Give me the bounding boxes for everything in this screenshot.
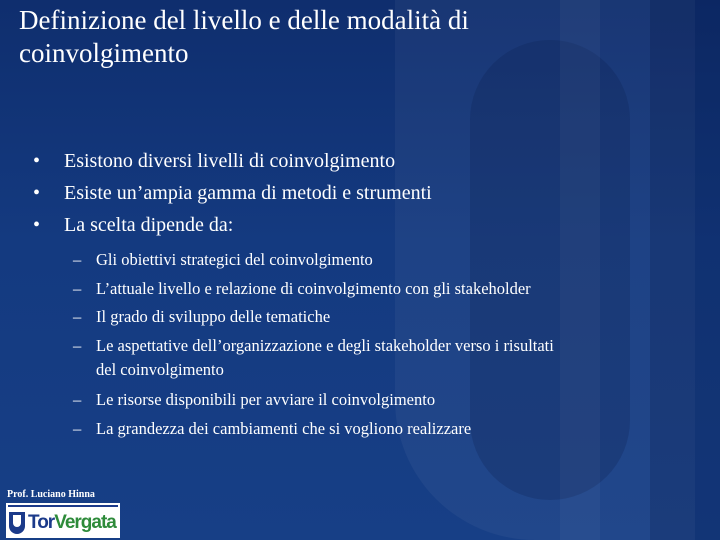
bullet-text: La scelta dipende da: (64, 214, 234, 236)
bullet-list (0, 145, 720, 241)
dash-marker: – (73, 336, 82, 355)
slide-title-line: coinvolgimento (19, 38, 189, 68)
sub-bullet-list (0, 248, 720, 445)
sub-bullet-item (0, 277, 666, 301)
bullet-marker: • (33, 150, 41, 172)
bullet-text: Esiste un’ampia gamma di metodi e strumenti (64, 182, 432, 204)
dash-marker: – (73, 279, 82, 298)
sub-bullet-text: L’attuale livello e relazione di coinvolgimento con gli stakeholder (96, 279, 531, 298)
logo-wordmark (28, 512, 116, 534)
sub-bullet-continuation: del coinvolgimento (96, 360, 224, 379)
sub-bullet-item (0, 388, 666, 412)
bullet-marker: • (33, 182, 41, 204)
university-logo (6, 503, 120, 538)
dash-marker: – (73, 250, 82, 269)
sub-bullet-item (0, 305, 666, 329)
bullet-item (0, 145, 720, 177)
bullet-item (0, 177, 720, 209)
bullet-text: Esistono diversi livelli di coinvolgimento (64, 150, 396, 172)
logo-word-vergata: Vergata (54, 512, 116, 533)
sub-bullet-item (0, 417, 666, 441)
crest-icon (9, 512, 25, 534)
author-label: Prof. Luciano Hinna (7, 489, 95, 500)
dash-marker: – (73, 307, 82, 326)
sub-bullet-item (0, 334, 666, 382)
sub-bullet-text: La grandezza dei cambiamenti che si vogliono realizzare (96, 419, 472, 438)
slide-title-line: Definizione del livello e delle modalità di (19, 5, 469, 35)
slide-title (19, 4, 659, 70)
logo-word-tor: Tor (28, 512, 55, 533)
sub-bullet-text: Le aspettative dell’organizzazione e degli stakeholder verso i risultati (96, 336, 554, 355)
sub-bullet-text: Il grado di sviluppo delle tematiche (96, 307, 331, 326)
dash-marker: – (73, 419, 82, 438)
dash-marker: – (73, 390, 82, 409)
sub-bullet-text: Le risorse disponibili per avviare il coinvolgimento (96, 390, 436, 409)
bullet-marker: • (33, 214, 41, 236)
sub-bullet-text: Gli obiettivi strategici del coinvolgimento (96, 250, 373, 269)
sub-bullet-item (0, 248, 666, 272)
bullet-item (0, 209, 720, 241)
